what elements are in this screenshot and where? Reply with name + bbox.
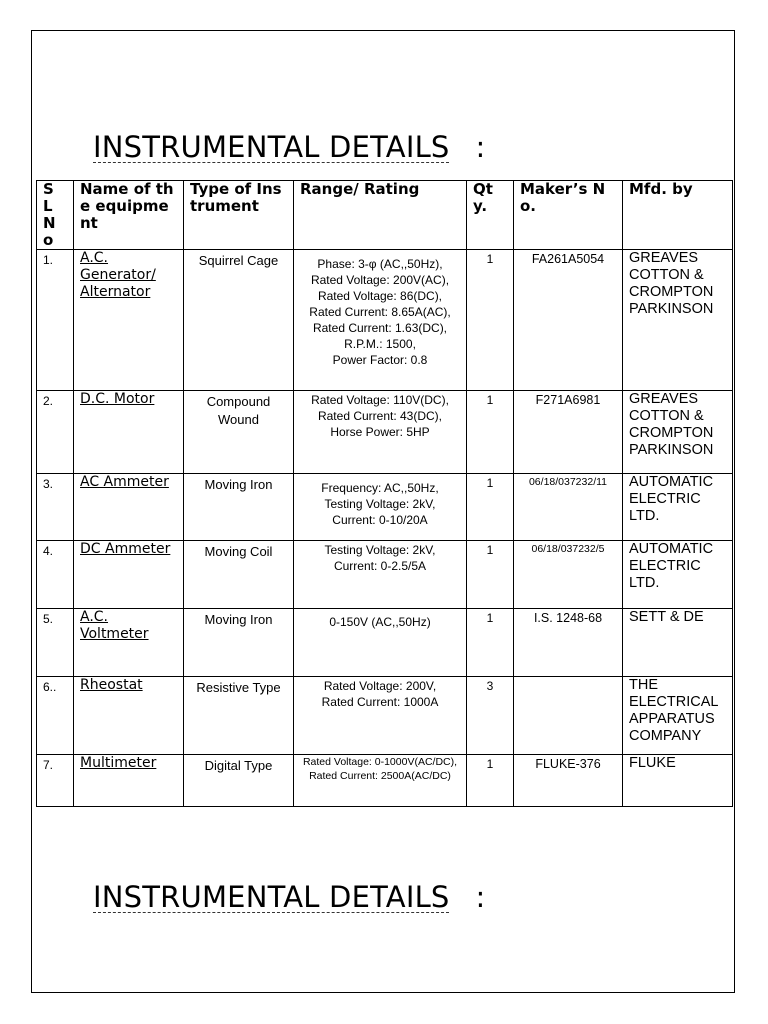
cell-mfd: FLUKE [623, 755, 733, 807]
cell-mfd: AUTOMATIC ELECTRIC LTD. [623, 541, 733, 609]
header-qty: Qty. [467, 181, 514, 250]
cell-range: 0-150V (AC,,50Hz) [294, 609, 467, 677]
header-name: Name of the equipment [74, 181, 184, 250]
cell-name: D.C. Motor [74, 391, 184, 474]
cell-name: A.C. Voltmeter [74, 609, 184, 677]
cell-sl: 1. [37, 250, 74, 391]
header-mfd: Mfd. by [623, 181, 733, 250]
cell-range: Phase: 3-φ (AC,,50Hz), Rated Voltage: 200V(AC), Rated Voltage: 86(DC), Rated Current: 8.65A(AC), Rated Current: 1.63(DC), R.P.M.: 1500, Power Factor: 0.8 [294, 250, 467, 391]
cell-sl: 4. [37, 541, 74, 609]
cell-range: Testing Voltage: 2kV, Current: 0-2.5/5A [294, 541, 467, 609]
cell-qty: 1 [467, 250, 514, 391]
cell-mfd: SETT & DE [623, 609, 733, 677]
cell-maker: F271A6981 [514, 391, 623, 474]
heading-colon: : [475, 130, 486, 164]
table-row [37, 609, 733, 677]
cell-maker: 06/18/037232/11 [514, 474, 623, 541]
cell-type: Resistive Type [184, 677, 294, 755]
cell-range: Rated Voltage: 200V, Rated Current: 1000A [294, 677, 467, 755]
header-range: Range/ Rating [294, 181, 467, 250]
cell-range: Rated Voltage: 0-1000V(AC/DC), Rated Current: 2500A(AC/DC) [294, 755, 467, 807]
cell-type: Moving Iron [184, 609, 294, 677]
cell-range: Rated Voltage: 110V(DC), Rated Current: 43(DC), Horse Power: 5HP [294, 391, 467, 474]
cell-maker: I.S. 1248-68 [514, 609, 623, 677]
cell-sl: 7. [37, 755, 74, 807]
heading-title: INSTRUMENTAL DETAILS [93, 880, 450, 914]
cell-qty: 1 [467, 391, 514, 474]
cell-range: Frequency: AC,,50Hz, Testing Voltage: 2kV, Current: 0-10/20A [294, 474, 467, 541]
table-row [37, 391, 733, 474]
cell-name: Rheostat [74, 677, 184, 755]
header-maker: Maker’s No. [514, 181, 623, 250]
cell-type: Squirrel Cage [184, 250, 294, 391]
heading-title: INSTRUMENTAL DETAILS [93, 130, 450, 164]
cell-maker: FLUKE-376 [514, 755, 623, 807]
cell-type: Compound Wound [184, 391, 294, 474]
cell-maker: FA261A5054 [514, 250, 623, 391]
cell-maker: 06/18/037232/5 [514, 541, 623, 609]
cell-sl: 3. [37, 474, 74, 541]
cell-type: Moving Coil [184, 541, 294, 609]
table-row [37, 541, 733, 609]
cell-name: AC Ammeter [74, 474, 184, 541]
header-sl: SL No [37, 181, 74, 250]
table-row [37, 474, 733, 541]
cell-qty: 1 [467, 755, 514, 807]
heading-colon: : [475, 880, 486, 914]
table-row [37, 250, 733, 391]
cell-mfd: AUTOMATIC ELECTRIC LTD. [623, 474, 733, 541]
cell-qty: 1 [467, 474, 514, 541]
page-heading-bottom [93, 880, 486, 914]
cell-sl: 6.. [37, 677, 74, 755]
cell-sl: 5. [37, 609, 74, 677]
table-row [37, 677, 733, 755]
cell-mfd: GREAVES COTTON & CROMPTON PARKINSON [623, 250, 733, 391]
cell-name: Multimeter [74, 755, 184, 807]
cell-sl: 2. [37, 391, 74, 474]
cell-mfd: GREAVES COTTON & CROMPTON PARKINSON [623, 391, 733, 474]
cell-type: Digital Type [184, 755, 294, 807]
instrument-table [36, 180, 733, 807]
header-type: Type of Instrument [184, 181, 294, 250]
table-row [37, 755, 733, 807]
table-header-row [37, 181, 733, 250]
cell-qty: 3 [467, 677, 514, 755]
cell-qty: 1 [467, 609, 514, 677]
cell-type: Moving Iron [184, 474, 294, 541]
page-heading-top [93, 130, 486, 164]
cell-maker [514, 677, 623, 755]
cell-name: A.C. Generator/ Alternator [74, 250, 184, 391]
cell-mfd: THE ELECTRICAL APPARATUS COMPANY [623, 677, 733, 755]
cell-qty: 1 [467, 541, 514, 609]
cell-name: DC Ammeter [74, 541, 184, 609]
